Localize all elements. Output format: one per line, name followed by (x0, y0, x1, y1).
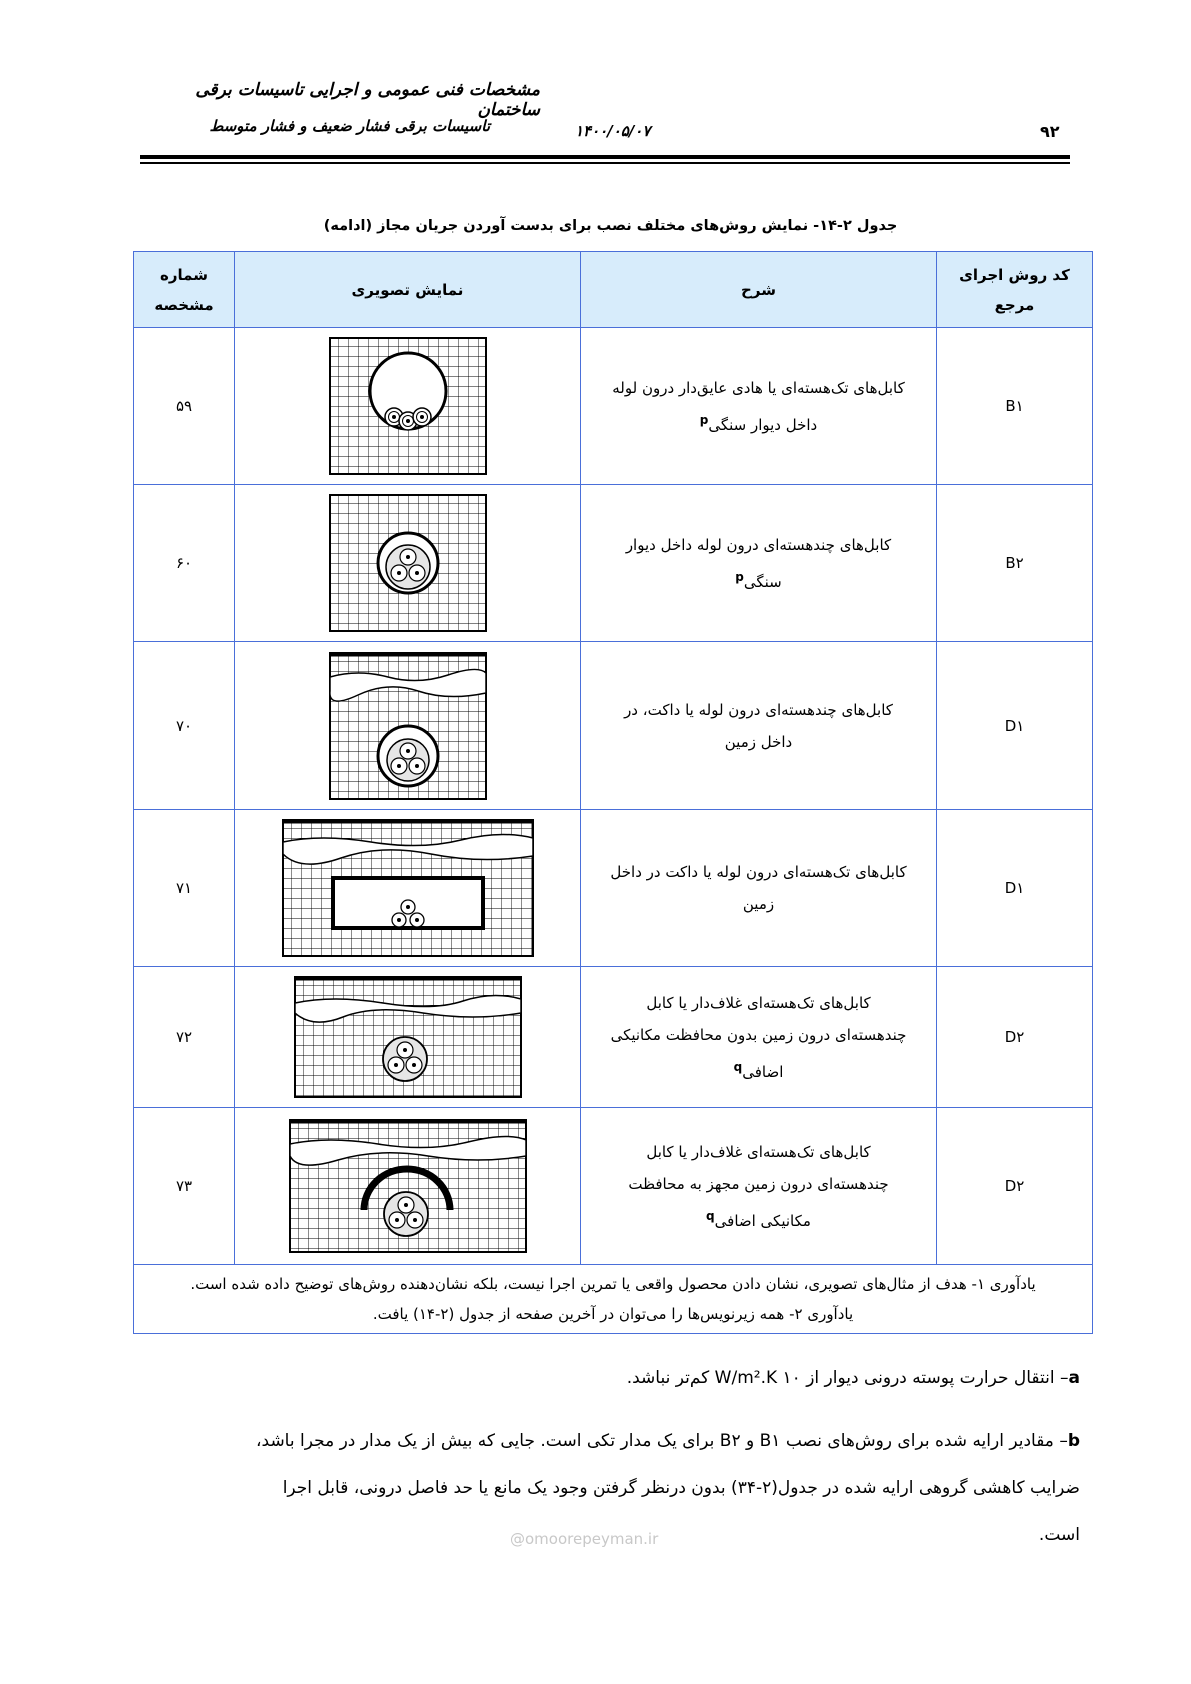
ground-duct-single-figure (281, 818, 535, 958)
method-description: کابل‌های چندهسته‌ای درون لوله داخل دیوار سنگی$^p$ (581, 485, 937, 642)
header-picture: نمایش تصویری (235, 252, 581, 328)
page-number: ۹۲ (1040, 122, 1060, 141)
header-code: کد روش اجرای مرجع (937, 252, 1093, 328)
method-description: کابل‌های تک‌هسته‌ای یا هادی عایق‌دار درون لوله داخل دیوار سنگی$^p$ (581, 328, 937, 485)
method-figure (235, 328, 581, 485)
multicore-cable-icon (387, 739, 429, 781)
multicore-cable-icon (383, 1037, 427, 1081)
multicore-cable-icon (386, 545, 430, 589)
method-figure (235, 967, 581, 1108)
method-code: D۱ (937, 810, 1093, 967)
feature-number: ۵۹ (134, 328, 235, 485)
method-description: کابل‌های تک‌هسته‌ای درون لوله یا داکت در داخل زمین (581, 810, 937, 967)
table-row (134, 485, 1093, 642)
table-notes: یادآوری ۱- هدف از مثال‌های تصویری، نشان دادن محصول واقعی یا تمرین اجرا نیست، بلکه نشان‌دهنده روش‌های توضیح داده شده است. یادآوری ۲- همه زیرنویس‌ها را می‌توان در آخرین صفحه از جدول (۲-۱۴) یافت. (134, 1265, 1093, 1334)
table-notes-row (134, 1265, 1093, 1334)
feature-number: ۷۰ (134, 642, 235, 810)
method-description: کابل‌های تک‌هسته‌ای غلاف‌دار یا کابل چندهسته‌ای درون زمین مجهز به محافظت مکانیکی اضافی$^q$ (581, 1108, 937, 1265)
ground-protected-figure (288, 1118, 528, 1254)
table-row (134, 328, 1093, 485)
table-header-row (134, 252, 1093, 328)
method-description: کابل‌های تک‌هسته‌ای غلاف‌دار یا کابل چندهسته‌ای درون زمین بدون محافظت مکانیکی اضافی$^q$ (581, 967, 937, 1108)
table-row (134, 967, 1093, 1108)
watermark: @omoorepeyman.ir (510, 1530, 659, 1548)
document-title: مشخصات فنی عمومی و اجرایی تاسیسات برقی ساختمان (195, 80, 540, 120)
document-subtitle: تاسیسات برقی فشار ضعیف و فشار متوسط (209, 117, 490, 135)
method-description: کابل‌های چندهسته‌ای درون لوله یا داکت، در داخل زمین (581, 642, 937, 810)
method-code: B۱ (937, 328, 1093, 485)
ground-direct-figure (293, 975, 523, 1099)
multicore-cable-icon (384, 1192, 428, 1236)
feature-number: ۷۳ (134, 1108, 235, 1265)
table-row (134, 810, 1093, 967)
header-rule-thin (140, 162, 1070, 164)
method-code: D۲ (937, 1108, 1093, 1265)
table-row (134, 642, 1093, 810)
method-figure (235, 1108, 581, 1265)
header-number: شماره مشخصه (134, 252, 235, 328)
wall-conduit-single-figure (328, 336, 488, 476)
feature-number: ۷۱ (134, 810, 235, 967)
method-code: B۲ (937, 485, 1093, 642)
method-code: D۲ (937, 967, 1093, 1108)
method-code: D۱ (937, 642, 1093, 810)
footnote-b: b– مقادیر ارایه شده برای روش‌های نصب B۱ و B۲ برای یک مدار تکی است. جایی که بیش از یک مدار در مجرا باشد، ضرایب کاهشی گروهی ارایه شده در جدول(۲-۳۴) بدون درنظر گرفتن وجود یک مانع یا حد فاصل درونی، قابل اجرا است. (256, 1431, 1080, 1545)
header-rule-thick (140, 155, 1070, 159)
footnote-a: a– انتقال حرارت پوسته درونی دیوار از ۱۰ W/m².K کم‌تر نباشد. (626, 1368, 1080, 1388)
ground-conduit-multi-figure (328, 651, 488, 801)
method-figure (235, 642, 581, 810)
installation-methods-table (133, 251, 1093, 1334)
feature-number: ۷۲ (134, 967, 235, 1108)
wall-conduit-multi-figure (328, 493, 488, 633)
header-description: شرح (581, 252, 937, 328)
document-date: ۱۴۰۰/۰۵/۰۷ (575, 122, 651, 140)
feature-number: ۶۰ (134, 485, 235, 642)
table-caption: جدول ۲-۱۴- نمایش روش‌های مختلف نصب برای بدست آوردن جریان مجاز (ادامه) (323, 218, 898, 234)
method-figure (235, 810, 581, 967)
method-figure (235, 485, 581, 642)
table-row (134, 1108, 1093, 1265)
